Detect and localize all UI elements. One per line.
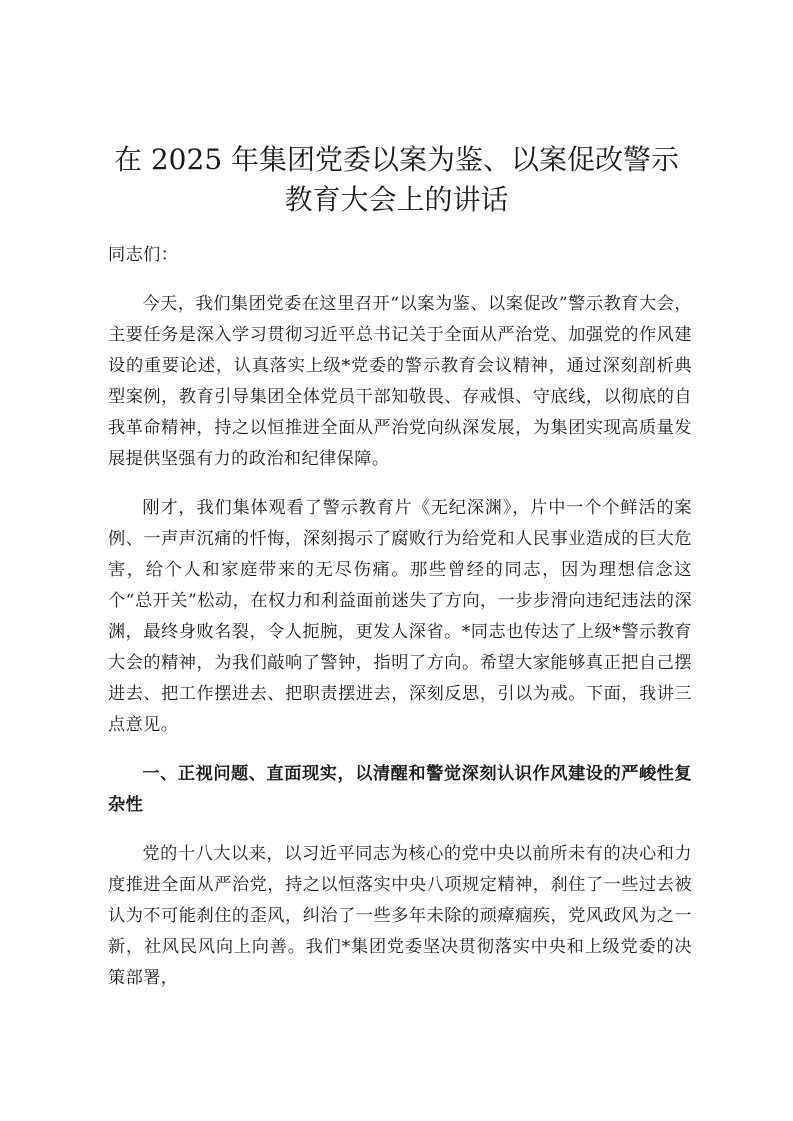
- section-1-heading: 一、正视问题、直面现实，以清醒和警觉深刻认识作风建设的严峻性复杂性: [108, 764, 692, 815]
- paragraph-gap: [108, 271, 692, 289]
- paragraph-gap: [108, 821, 692, 839]
- section-1-paragraph: 党的十八大以来，以习近平同志为核心的党中央以前所未有的决心和力度推进全面从严治党，持之以恒落实中央八项规定精神，刹住了一些过去被认为不可能刹住的歪风，纠治了一些多年未除的顽瘴痼疾，党风政风为之一新，社风民风向上向善。我们*集团党委坚决贯彻落实中央和上级党委的决策部署，: [108, 844, 692, 988]
- salutation: 同志们：: [108, 245, 179, 265]
- title-line-2: 教育大会上的讲话: [284, 183, 509, 216]
- paragraph-warning-film: 刚才，我们集体观看了警示教育片《无纪深渊》，片中一个个鲜活的案例、一声声沉痛的忏悔，深刻揭示了腐败行为给党和人民事业造成的巨大危害，给个人和家庭带来的无尽伤痛。那些曾经的同志，因为理想信念这个“总开关”松动，在权力和利益面前迷失了方向，一步步滑向违纪违法的深渊，最终身败名裂，令人扼腕，更发人深省。*同志也传达了上级*警示教育大会的精神，为我们敲响了警钟，指明了方向。希望大家能够真正把自己摆进去、把工作摆进去、把职责摆进去，深刻反思，引以为戒。下面，我讲三点意见。: [108, 498, 692, 735]
- paragraph-opening: 今天，我们集团党委在这里召开“以案为鉴、以案促改”警示教育大会，主要任务是深入学习贯彻习近平总书记关于全面从严治党、加强党的作风建设的重要论述，认真落实上级*党委的警示教育会议精神，通过深刻剖析典型案例，教育引导集团全体党员干部知敬畏、存戒惧、守底线，以彻底的自我革命精神，持之以恒推进全面从严治党向纵深发展，为集团实现高质量发展提供坚强有力的政治和纪律保障。: [108, 294, 692, 469]
- paragraph-gap: [108, 475, 692, 493]
- title-line-1: 在 2025 年集团党委以案为鉴、以案促改警示: [113, 143, 680, 176]
- document-body: [108, 240, 692, 994]
- document-title: [100, 140, 693, 220]
- paragraph-gap: [108, 741, 692, 759]
